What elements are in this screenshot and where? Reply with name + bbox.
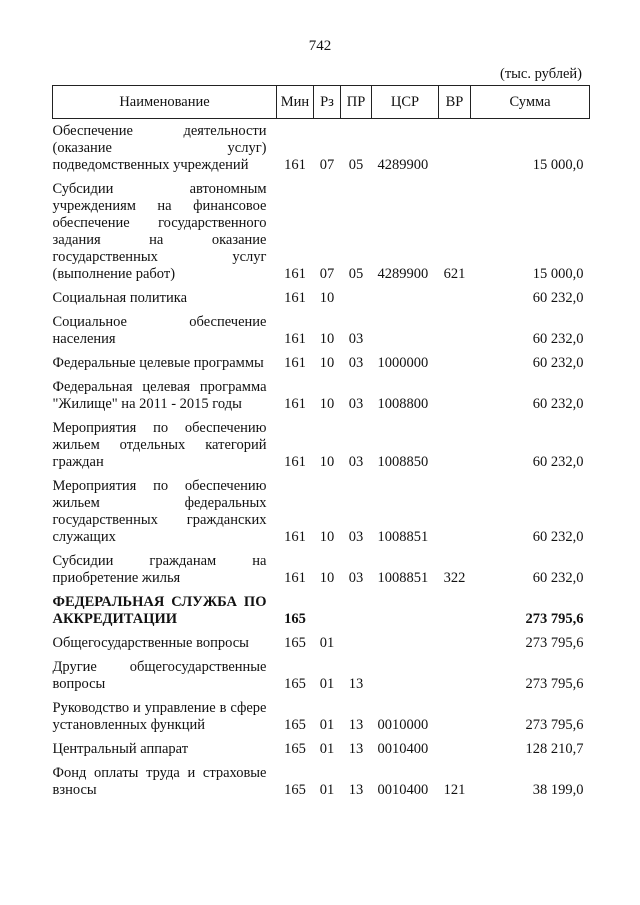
row-pr: 03 (348, 570, 364, 586)
row-min: 161 (284, 290, 306, 306)
header-min: Мин (277, 86, 314, 119)
row-sum: 60 232,0 (532, 396, 584, 412)
row-rz: 01 (319, 717, 335, 733)
row-min: 161 (284, 157, 306, 173)
row-sum: 38 199,0 (532, 782, 584, 798)
row-sum: 273 795,6 (525, 635, 584, 651)
table-row (53, 549, 590, 590)
row-vr (439, 416, 471, 474)
page-number: 742 (308, 38, 332, 54)
row-pr: 03 (348, 355, 364, 371)
row-rz: 10 (319, 454, 335, 470)
row-csr (372, 310, 439, 351)
row-sum: 60 232,0 (532, 529, 584, 545)
header-name: Наименование (53, 86, 277, 119)
row-name (53, 737, 277, 761)
row-pr: 13 (348, 741, 364, 757)
row-name-text: Обеспечение деятельности (оказание услуг) подведомственных учреждений (52, 123, 267, 173)
table-header-row (53, 86, 590, 119)
row-rz: 07 (319, 157, 335, 173)
row-vr (439, 631, 471, 655)
row-name-text: Центральный аппарат (52, 741, 189, 757)
row-vr (439, 375, 471, 416)
row-name (53, 590, 277, 631)
table-row (53, 310, 590, 351)
table-row (53, 416, 590, 474)
row-csr: 1008800 (377, 396, 429, 412)
table-body (53, 119, 590, 803)
row-rz: 07 (319, 266, 335, 282)
header-csr: ЦСР (372, 86, 439, 119)
row-vr (439, 286, 471, 310)
table-row (53, 590, 590, 631)
row-name-text: Другие общегосударственные вопросы (52, 659, 267, 692)
row-name (53, 375, 277, 416)
row-min: 165 (284, 782, 306, 798)
row-rz: 10 (319, 355, 335, 371)
row-vr (439, 737, 471, 761)
row-pr: 13 (348, 782, 364, 798)
row-rz: 10 (319, 529, 335, 545)
row-csr: 4289900 (377, 266, 429, 282)
row-vr: 621 (443, 266, 466, 282)
row-name-text: Субсидии гражданам на приобретение жилья (52, 553, 267, 586)
row-pr: 03 (348, 331, 364, 347)
table-row (53, 474, 590, 549)
row-min: 161 (284, 331, 306, 347)
row-pr (341, 590, 372, 631)
row-name (53, 119, 277, 178)
row-sum: 60 232,0 (532, 290, 584, 306)
row-sum: 60 232,0 (532, 331, 584, 347)
row-csr (372, 286, 439, 310)
row-name-text: Фонд оплаты труда и страховые взносы (52, 765, 267, 798)
row-sum: 273 795,6 (525, 611, 584, 627)
row-name (53, 696, 277, 737)
row-name (53, 351, 277, 375)
row-rz: 10 (319, 396, 335, 412)
table-row (53, 761, 590, 802)
row-name (53, 549, 277, 590)
row-sum: 60 232,0 (532, 454, 584, 470)
row-sum: 273 795,6 (525, 676, 584, 692)
row-name-text: ФЕДЕРАЛЬНАЯ СЛУЖБА ПО АККРЕДИТАЦИИ (52, 594, 267, 627)
row-name-text: Социальное обеспечение населения (52, 314, 267, 347)
row-name (53, 761, 277, 802)
row-csr: 1008850 (377, 454, 429, 470)
row-min: 165 (284, 741, 306, 757)
row-sum: 128 210,7 (525, 741, 584, 757)
row-csr: 0010400 (377, 782, 429, 798)
row-name-text: Мероприятия по обеспечению жильем федеральных государственных гражданских служащих (52, 478, 267, 545)
row-name-text: Социальная политика (52, 290, 188, 306)
row-min: 161 (284, 355, 306, 371)
row-vr: 121 (443, 782, 466, 798)
row-pr: 03 (348, 454, 364, 470)
row-rz: 10 (319, 331, 335, 347)
row-rz: 01 (319, 676, 335, 692)
header-pr: ПР (341, 86, 372, 119)
row-pr (341, 631, 372, 655)
table-row (53, 631, 590, 655)
row-csr (372, 590, 439, 631)
row-csr: 1008851 (377, 570, 429, 586)
row-rz: 01 (319, 782, 335, 798)
table-row (53, 351, 590, 375)
row-name (53, 310, 277, 351)
row-sum: 273 795,6 (525, 717, 584, 733)
row-csr: 4289900 (377, 157, 429, 173)
row-pr: 05 (348, 157, 364, 173)
table-row (53, 655, 590, 696)
row-csr: 1000000 (377, 355, 429, 371)
row-vr (439, 696, 471, 737)
row-sum: 60 232,0 (532, 355, 584, 371)
header-sum: Сумма (471, 86, 590, 119)
row-pr: 05 (348, 266, 364, 282)
row-sum: 60 232,0 (532, 570, 584, 586)
units-label: (тыс. рублей) (500, 66, 582, 82)
row-rz: 10 (319, 290, 335, 306)
table-row (53, 696, 590, 737)
row-csr (372, 631, 439, 655)
row-pr: 13 (348, 676, 364, 692)
row-min: 165 (284, 717, 306, 733)
row-vr (439, 474, 471, 549)
row-rz (314, 590, 341, 631)
row-vr (439, 310, 471, 351)
row-pr: 03 (348, 396, 364, 412)
row-rz: 01 (319, 741, 335, 757)
row-name-text: Федеральные целевые программы (52, 355, 264, 371)
row-pr: 13 (348, 717, 364, 733)
row-min: 161 (284, 266, 306, 282)
row-name-text: Общегосударственные вопросы (52, 635, 249, 651)
row-min: 161 (284, 570, 306, 586)
row-sum: 15 000,0 (532, 266, 584, 282)
table-row (53, 737, 590, 761)
row-csr: 1008851 (377, 529, 429, 545)
row-vr (439, 655, 471, 696)
table-row (53, 119, 590, 178)
row-name-text: Руководство и управление в сфере установленных функций (52, 700, 267, 733)
row-rz: 10 (319, 570, 335, 586)
row-min: 161 (284, 454, 306, 470)
header-vr: ВР (439, 86, 471, 119)
row-name (53, 416, 277, 474)
row-vr (439, 119, 471, 178)
table-row (53, 177, 590, 286)
table-row (53, 375, 590, 416)
row-rz: 01 (319, 635, 335, 651)
row-name-text: Субсидии автономным учреждениям на финансовое обеспечение государственного задания на оказание государственных услуг (выполнение работ) (52, 181, 267, 282)
row-name-text: Федеральная целевая программа "Жилище" на 2011 - 2015 годы (52, 379, 267, 412)
row-min: 165 (284, 676, 306, 692)
row-min: 161 (284, 396, 306, 412)
row-vr (439, 590, 471, 631)
row-min: 165 (284, 635, 306, 651)
row-pr: 03 (348, 529, 364, 545)
row-min: 165 (284, 611, 306, 627)
budget-table (52, 85, 590, 802)
row-min: 161 (284, 529, 306, 545)
row-name (53, 177, 277, 286)
row-name (53, 655, 277, 696)
row-name (53, 631, 277, 655)
row-csr (372, 655, 439, 696)
row-pr (341, 286, 372, 310)
row-sum: 15 000,0 (532, 157, 584, 173)
row-name-text: Мероприятия по обеспечению жильем отдельных категорий граждан (52, 420, 267, 470)
row-name (53, 286, 277, 310)
row-vr (439, 351, 471, 375)
table-row (53, 286, 590, 310)
row-csr: 0010000 (377, 717, 429, 733)
row-csr: 0010400 (377, 741, 429, 757)
header-rz: Рз (314, 86, 341, 119)
row-vr: 322 (443, 570, 466, 586)
row-name (53, 474, 277, 549)
